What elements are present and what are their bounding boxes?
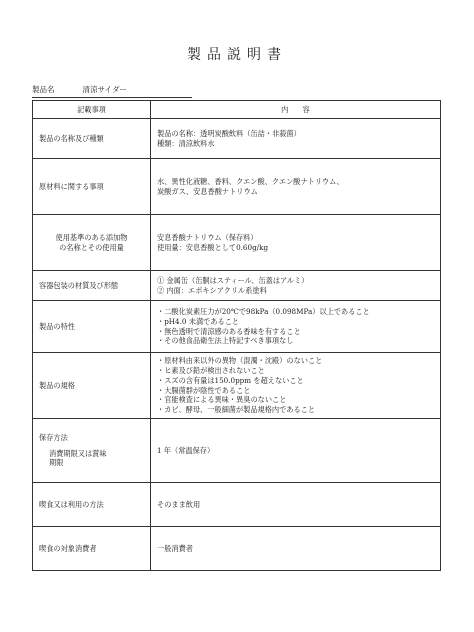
content-line: そのまま飲用 bbox=[157, 499, 201, 509]
row-label bbox=[33, 527, 151, 571]
row-label-text: 原材料に関する事項 bbox=[39, 181, 104, 191]
row-label bbox=[33, 419, 151, 483]
content-line: ・カビ、酵母、一般細菌が製品規格内であること bbox=[157, 404, 316, 414]
row-label bbox=[33, 215, 151, 271]
row-additives bbox=[33, 215, 441, 271]
row-content bbox=[151, 483, 441, 527]
content-line: 水、異性化液糖、香料、クエン酸、クエン酸ナトリウム、 bbox=[157, 176, 344, 186]
row-content bbox=[151, 353, 441, 419]
row-content bbox=[151, 159, 441, 215]
content-line: ・スズの含有量は150.0ppm を超えないこと bbox=[157, 375, 304, 385]
header-item: 記載事項 bbox=[33, 101, 151, 119]
content-line: ・pH4.0 未満であること bbox=[157, 316, 240, 326]
product-name: 清涼サイダー bbox=[82, 85, 127, 94]
content-line: ・原材料由来以外の異物（混濁・沈殿）のないこと bbox=[157, 356, 323, 366]
row-label bbox=[33, 353, 151, 419]
row-label-text: の名称とその使用量 bbox=[59, 242, 124, 252]
row-label-text: 製品の名称及び種類 bbox=[39, 133, 104, 143]
content-line: 種類：清涼飲料水 bbox=[157, 138, 215, 148]
row-label-text: 使用基準のある添加物 bbox=[55, 232, 128, 242]
content-line: 製品の名称：透明炭酸飲料（缶詰・非殺菌） bbox=[157, 128, 301, 138]
table-header-row bbox=[33, 101, 441, 119]
row-label bbox=[33, 159, 151, 215]
row-label bbox=[33, 301, 151, 353]
content-line: 安息香酸ナトリウム（保存料） bbox=[157, 232, 258, 242]
content-line: 1 年（常温保存） bbox=[157, 445, 215, 455]
row-label-text: 製品の特性 bbox=[39, 321, 75, 331]
row-characteristics bbox=[33, 301, 441, 353]
row-storage bbox=[33, 419, 441, 483]
row-content bbox=[151, 527, 441, 571]
row-standards bbox=[33, 353, 441, 419]
document-title: 製品説明書 bbox=[187, 47, 287, 63]
content-line: ・無色透明で清涼感のある香味を有すること bbox=[157, 326, 301, 336]
content-line: ・その他食品衛生法上特記すべき事項なし bbox=[157, 336, 294, 346]
content-line: ・ヒ素及び鉛が検出されないこと bbox=[157, 366, 265, 376]
row-ingredients bbox=[33, 159, 441, 215]
row-label-text: 消費期限又は賞味 bbox=[49, 448, 107, 458]
row-label bbox=[33, 271, 151, 301]
row-label-text: 期限 bbox=[49, 458, 64, 468]
row-packaging bbox=[33, 271, 441, 301]
content-line: ・官能検査による異味・異臭のないこと bbox=[157, 395, 287, 405]
content-line: ・二酸化炭素圧力が20℃で98kPa（0.098MPa）以上であること bbox=[157, 307, 370, 317]
row-label bbox=[33, 119, 151, 159]
row-content bbox=[151, 119, 441, 159]
row-product-name-type bbox=[33, 119, 441, 159]
row-content bbox=[151, 301, 441, 353]
row-label-text: 喫食の対象消費者 bbox=[39, 543, 97, 553]
row-content bbox=[151, 215, 441, 271]
row-content bbox=[151, 271, 441, 301]
row-label bbox=[33, 483, 151, 527]
product-label: 製品名 bbox=[32, 85, 55, 94]
specification-table bbox=[32, 100, 441, 571]
row-content bbox=[151, 419, 441, 483]
content-line: ・大腸菌群が陰性であること bbox=[157, 385, 251, 395]
product-name-line bbox=[32, 84, 192, 98]
row-label-text: 喫食又は利用の方法 bbox=[39, 499, 104, 509]
row-label-text: 保存方法 bbox=[39, 432, 68, 442]
content-line: 炭酸ガス、安息香酸ナトリウム bbox=[157, 186, 258, 196]
row-consumption-method bbox=[33, 483, 441, 527]
content-line: 使用量：安息香酸として0.60g/kg bbox=[157, 242, 269, 252]
content-line: ② 内面：エポキシアクリル系塗料 bbox=[157, 285, 267, 295]
header-content: 内 容 bbox=[151, 101, 441, 119]
row-label-text: 製品の規格 bbox=[39, 380, 75, 390]
content-line: ① 金属缶（缶胴はスティール、缶蓋はアルミ） bbox=[157, 275, 309, 285]
row-label-text: 容器包装の材質及び形態 bbox=[39, 280, 119, 290]
content-line: 一般消費者 bbox=[157, 543, 193, 553]
row-target-consumer bbox=[33, 527, 441, 571]
